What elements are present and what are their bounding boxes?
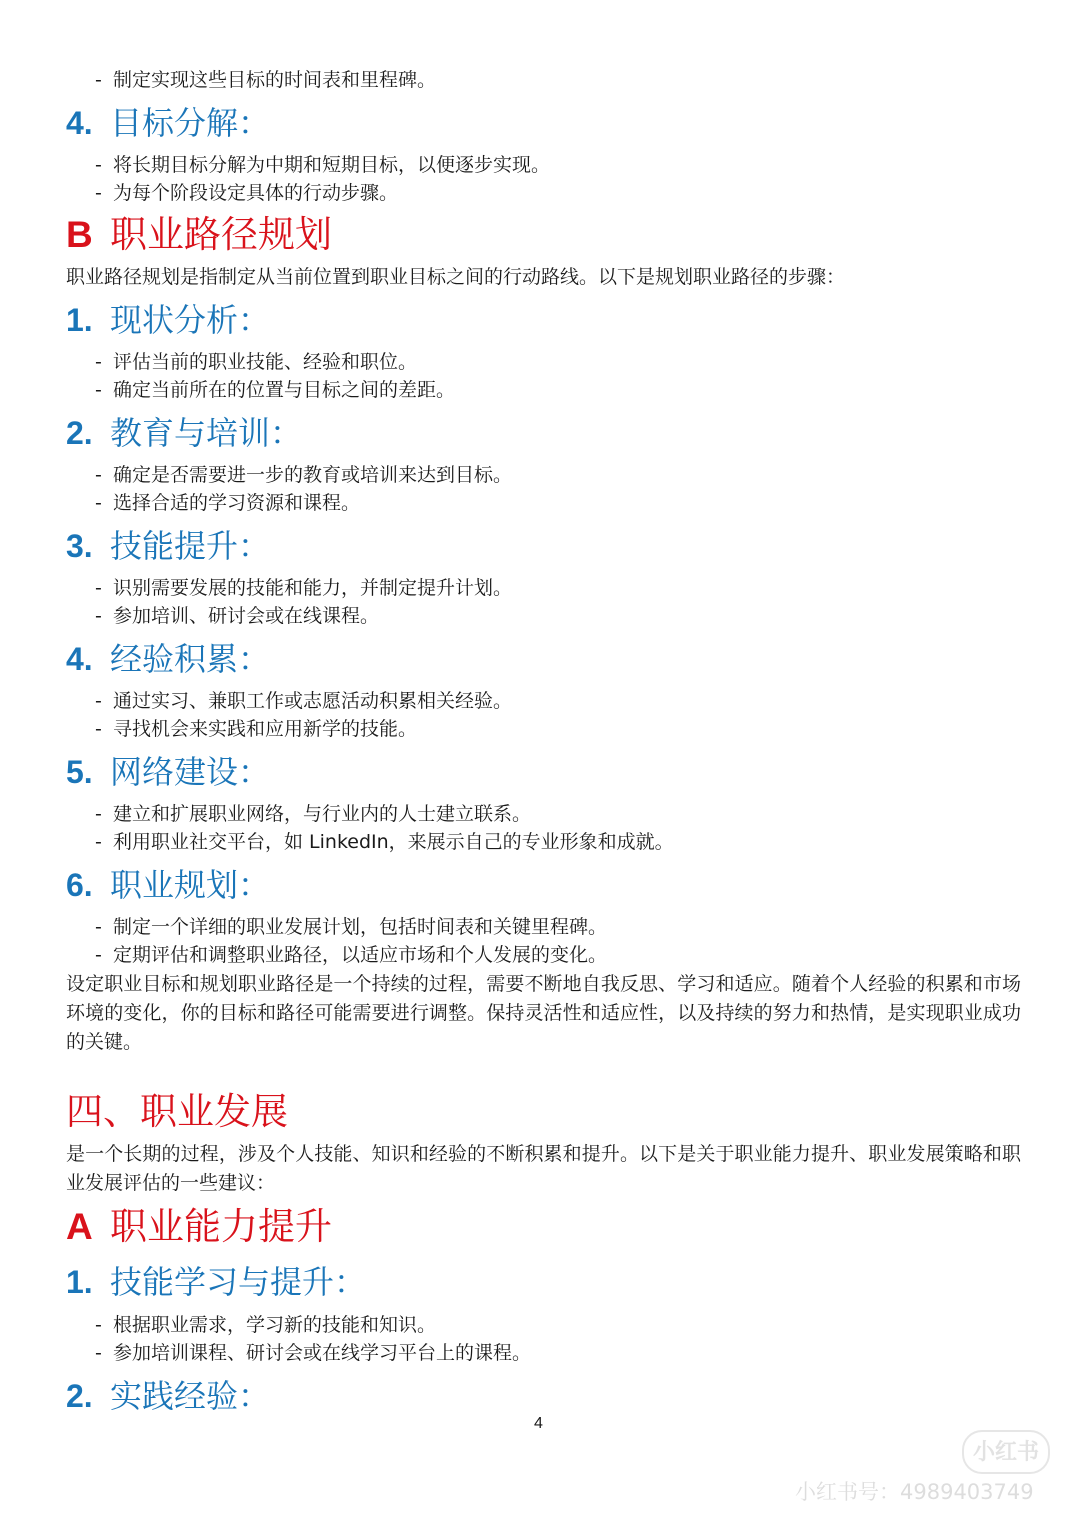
bullet-item: - 评估当前的职业技能、经验和职位。 <box>95 351 418 373</box>
page-number: 4 <box>534 1415 543 1432</box>
bullet-item: - 识别需要发展的技能和能力，并制定提升计划。 <box>95 577 513 599</box>
bullet-item: - 为每个阶段设定具体的行动步骤。 <box>95 182 399 204</box>
section-heading-a: A 职业能力提升 <box>66 1205 332 1248</box>
bullet-item: - 参加培训课程、研讨会或在线学习平台上的课程。 <box>95 1342 532 1364</box>
subheading-goal-breakdown: 4. 目标分解： <box>66 104 271 142</box>
bullet-item: - 选择合适的学习资源和课程。 <box>95 492 361 514</box>
section-b-intro: 职业路径规划是指制定从当前位置到职业目标之间的行动路线。以下是规划职业路径的步骤： <box>66 266 846 288</box>
section-b-conclusion: 设定职业目标和规划职业路径是一个持续的过程，需要不断地自我反思、学习和适应。随着个人经验的积累和市场环境的变化，你的目标和路径可能需要进行调整。保持灵活性和适应性，以及持续的努力和热情，是实现职业成功的关键。 <box>66 973 1021 1053</box>
bullet-item: - 参加培训、研讨会或在线课程。 <box>95 605 380 627</box>
bullet-item: - 通过实习、兼职工作或志愿活动积累相关经验。 <box>95 690 513 712</box>
subheading-step-1: 1. 现状分析： <box>66 301 271 339</box>
bullet-item: - 确定是否需要进一步的教育或培训来达到目标。 <box>95 464 513 486</box>
bullet-item: - 将长期目标分解为中期和短期目标，以便逐步实现。 <box>95 154 551 176</box>
subheading-practice-experience: 2. 实践经验： <box>66 1377 271 1415</box>
watermark-text: 小红书号：4989403749 <box>795 1480 1034 1504</box>
subheading-skill-learning: 1. 技能学习与提升： <box>66 1263 367 1301</box>
subheading-step-6: 6. 职业规划： <box>66 866 271 904</box>
bullet-item: - 利用职业社交平台，如 LinkedIn，来展示自己的专业形象和成就。 <box>95 831 674 853</box>
watermark-logo: 小红书 <box>962 1430 1050 1474</box>
subheading-step-5: 5. 网络建设： <box>66 753 271 791</box>
bullet-item: - 建立和扩展职业网络，与行业内的人士建立联系。 <box>95 803 532 825</box>
chapter-intro: 是一个长期的过程，涉及个人技能、知识和经验的不断积累和提升。以下是关于职业能力提升、职业发展策略和职业发展评估的一些建议： <box>66 1143 1021 1194</box>
bullet-item: - 确定当前所在的位置与目标之间的差距。 <box>95 379 456 401</box>
subheading-step-2: 2. 教育与培训： <box>66 414 303 452</box>
bullet-item: - 寻找机会来实践和应用新学的技能。 <box>95 718 418 740</box>
chapter-heading: 四、职业发展 <box>66 1090 288 1133</box>
section-heading-b: B 职业路径规划 <box>66 213 332 256</box>
bullet-item: - 定期评估和调整职业路径，以适应市场和个人发展的变化。 <box>95 944 608 966</box>
subheading-step-3: 3. 技能提升： <box>66 527 271 565</box>
bullet-item: - 制定实现这些目标的时间表和里程碑。 <box>95 69 437 91</box>
subheading-step-4: 4. 经验积累： <box>66 640 271 678</box>
bullet-item: - 根据职业需求，学习新的技能和知识。 <box>95 1314 437 1336</box>
bullet-item: - 制定一个详细的职业发展计划，包括时间表和关键里程碑。 <box>95 916 608 938</box>
